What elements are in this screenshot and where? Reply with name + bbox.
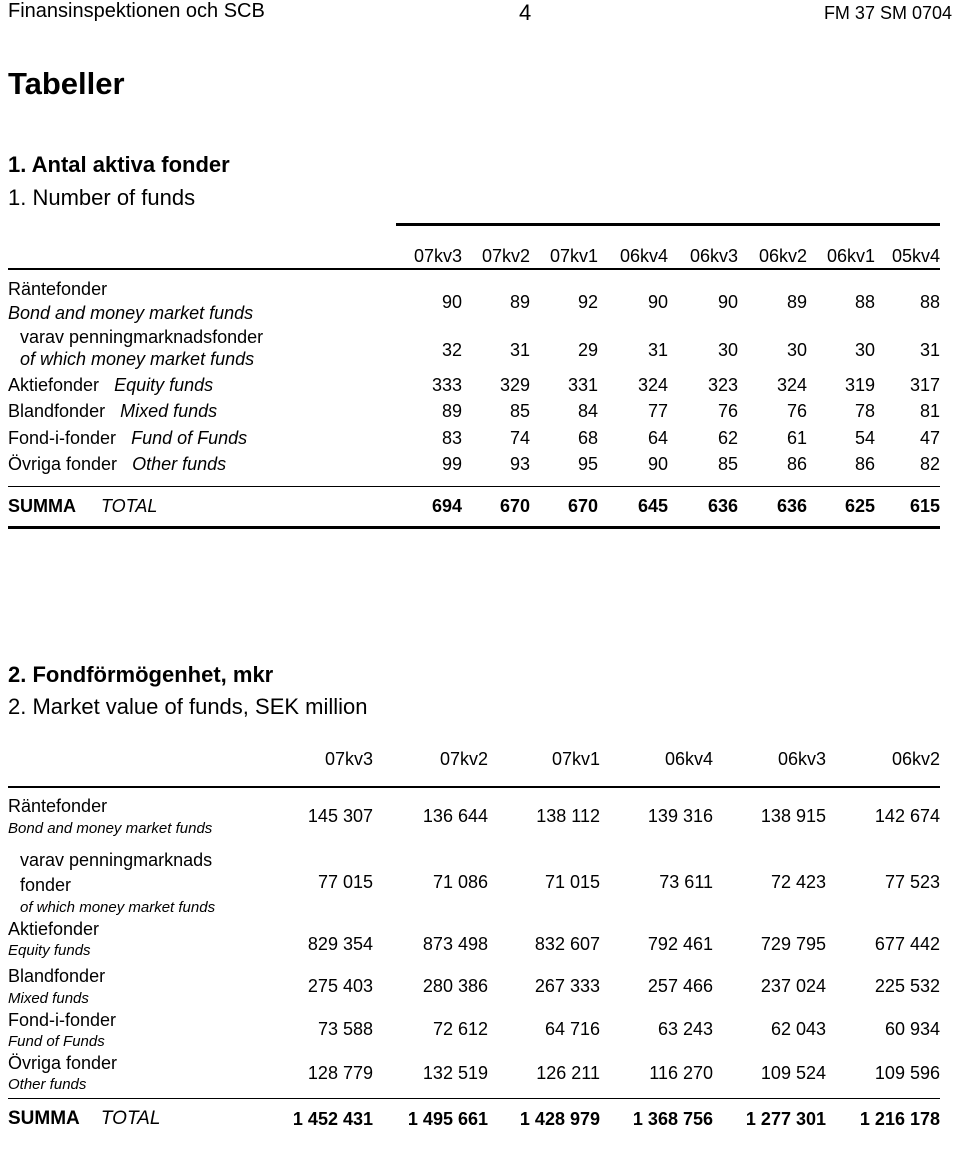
table1-bottom-rule	[8, 526, 940, 529]
cell: 138 112	[536, 806, 600, 826]
cell: 138 915	[760, 806, 826, 826]
row-label-sv: Blandfonder	[8, 401, 106, 421]
table2-col-header: 07kv2	[439, 749, 488, 769]
cell: 73 611	[659, 872, 713, 892]
cell: 73 588	[317, 1019, 373, 1039]
total-label-sv: SUMMA	[8, 496, 76, 516]
row-label-sv: Aktiefonder	[8, 375, 100, 395]
cell: 132 519	[422, 1063, 488, 1083]
cell: 76	[786, 401, 807, 421]
total-label-sv: SUMMA	[8, 1108, 80, 1129]
cell: 83	[441, 428, 462, 448]
cell: 792 461	[647, 934, 713, 954]
cell: 30	[717, 340, 738, 360]
cell: 323	[707, 375, 738, 395]
total-label	[8, 495, 157, 517]
cell: 85	[509, 401, 530, 421]
cell: 873 498	[422, 934, 488, 954]
table1-col-header: 07kv2	[481, 246, 530, 266]
table1-col-header: 06kv3	[689, 246, 738, 266]
table2-col-header: 07kv1	[551, 749, 600, 769]
cell: 329	[499, 375, 530, 395]
row-label-en: of which money market funds	[20, 899, 216, 916]
total-cell: 670	[567, 496, 598, 516]
cell: 95	[577, 454, 598, 474]
table1-col-header: 06kv2	[758, 246, 807, 266]
total-cell: 1 452 431	[292, 1109, 373, 1129]
page-number: 4	[519, 0, 532, 25]
row-label-sv: varav penningmarknads	[20, 850, 213, 870]
table2-col-header: 07kv3	[324, 749, 373, 769]
total-label-en: TOTAL	[101, 496, 158, 516]
total-cell: 625	[844, 496, 875, 516]
row-label-en: Equity funds	[8, 942, 91, 959]
cell: 257 466	[647, 976, 713, 996]
table1-title-en: 1. Number of funds	[8, 185, 196, 210]
cell: 77	[647, 401, 668, 421]
cell: 275 403	[307, 976, 373, 996]
cell: 829 354	[307, 934, 373, 954]
row-label-en: Bond and money market funds	[8, 303, 254, 323]
cell: 85	[717, 454, 738, 474]
row-label-sv: Fond-i-fonder	[8, 1010, 117, 1030]
cell: 90	[717, 292, 738, 312]
table2-header-rule	[8, 786, 940, 788]
cell: 86	[786, 454, 807, 474]
cell: 89	[509, 292, 530, 312]
total-cell: 694	[431, 496, 462, 516]
cell: 76	[717, 401, 738, 421]
header-org: Finansinspektionen och SCB	[8, 0, 265, 22]
cell: 109 596	[874, 1063, 940, 1083]
row-label-en: Mixed funds	[120, 401, 218, 421]
table1-header-rule	[8, 268, 940, 270]
row-label-sv: Fond-i-fonder	[8, 428, 117, 448]
table2-col-header: 06kv4	[664, 749, 713, 769]
row-label	[8, 427, 247, 449]
row-label-en: Fund of Funds	[8, 1033, 105, 1050]
row-label-en: Fund of Funds	[131, 428, 248, 448]
row-label	[8, 374, 213, 396]
total-cell: 1 428 979	[519, 1109, 600, 1129]
row-label-en: Mixed funds	[8, 990, 89, 1007]
cell: 72 612	[432, 1019, 488, 1039]
cell: 832 607	[534, 934, 600, 954]
cell: 71 015	[544, 872, 600, 892]
cell: 225 532	[874, 976, 940, 996]
total-cell: 645	[637, 496, 668, 516]
row-label-en: of which money market funds	[20, 349, 255, 369]
cell: 331	[567, 375, 598, 395]
cell: 31	[509, 340, 530, 360]
cell: 74	[509, 428, 530, 448]
cell: 61	[786, 428, 807, 448]
cell: 86	[854, 454, 875, 474]
table1-col-header: 06kv1	[826, 246, 875, 266]
cell: 317	[909, 375, 940, 395]
row-label-sv: Räntefonder	[8, 796, 108, 816]
table2-title-en: 2. Market value of funds, SEK million	[8, 694, 368, 719]
row-label-sv: varav penningmarknadsfonder	[20, 327, 264, 347]
cell: 89	[786, 292, 807, 312]
cell: 729 795	[760, 934, 826, 954]
cell: 136 644	[422, 806, 488, 826]
cell: 237 024	[760, 976, 826, 996]
total-cell: 1 277 301	[745, 1109, 826, 1129]
total-label-en: TOTAL	[100, 1108, 161, 1129]
cell: 109 524	[760, 1063, 826, 1083]
table2-total-rule	[8, 1098, 940, 1099]
total-cell: 636	[776, 496, 807, 516]
cell: 142 674	[874, 806, 940, 826]
total-cell: 615	[909, 496, 940, 516]
cell: 280 386	[422, 976, 488, 996]
header-doc-id: FM 37 SM 0704	[823, 3, 952, 23]
total-cell: 670	[499, 496, 530, 516]
cell: 88	[854, 292, 875, 312]
table1-col-header: 05kv4	[891, 246, 940, 266]
cell: 60 934	[884, 1019, 940, 1039]
cell: 47	[919, 428, 940, 448]
table1-total-rule	[8, 486, 940, 487]
cell: 64	[647, 428, 668, 448]
cell: 319	[844, 375, 875, 395]
cell: 99	[441, 454, 462, 474]
cell: 92	[577, 292, 598, 312]
cell: 139 316	[647, 806, 713, 826]
cell: 31	[919, 340, 940, 360]
cell: 89	[441, 401, 462, 421]
total-cell: 1 495 661	[407, 1109, 488, 1129]
cell: 333	[431, 375, 462, 395]
cell: 128 779	[307, 1063, 373, 1083]
table1-col-header: 07kv3	[413, 246, 462, 266]
row-label-sv: Räntefonder	[8, 279, 108, 299]
cell: 54	[854, 428, 875, 448]
table2-col-header: 06kv3	[777, 749, 826, 769]
cell: 145 307	[307, 806, 373, 826]
table1-top-rule	[396, 223, 940, 226]
cell: 88	[919, 292, 940, 312]
cell: 267 333	[534, 976, 600, 996]
row-label-sv: Aktiefonder	[8, 919, 100, 939]
cell: 677 442	[874, 934, 940, 954]
cell: 324	[776, 375, 807, 395]
cell: 64 716	[544, 1019, 600, 1039]
cell: 30	[786, 340, 807, 360]
cell: 84	[577, 401, 598, 421]
cell: 116 270	[649, 1063, 713, 1083]
total-cell: 1 368 756	[632, 1109, 713, 1129]
cell: 68	[577, 428, 598, 448]
total-cell: 1 216 178	[859, 1109, 940, 1129]
table1-col-header: 06kv4	[619, 246, 668, 266]
cell: 78	[854, 401, 875, 421]
cell: 77 015	[317, 872, 373, 892]
table1-col-header: 07kv1	[549, 246, 598, 266]
cell: 62	[717, 428, 738, 448]
cell: 32	[441, 340, 462, 360]
cell: 62 043	[770, 1019, 826, 1039]
row-label-sv: Blandfonder	[8, 966, 106, 986]
row-label-sv: Övriga fonder	[8, 1053, 118, 1073]
page-title: Tabeller	[8, 66, 125, 101]
total-cell: 636	[707, 496, 738, 516]
row-label	[8, 453, 226, 475]
cell: 126 211	[536, 1063, 600, 1083]
total-label	[8, 1108, 160, 1130]
table2-title-sv: 2. Fondförmögenhet, mkr	[8, 662, 274, 687]
table2-col-header: 06kv2	[891, 749, 940, 769]
row-label-en: Other funds	[8, 1076, 87, 1093]
cell: 72 423	[770, 872, 826, 892]
cell: 30	[854, 340, 875, 360]
row-label-sv-cont: fonder	[20, 875, 72, 895]
row-label	[8, 400, 217, 422]
cell: 90	[647, 292, 668, 312]
cell: 77 523	[884, 872, 940, 892]
cell: 90	[441, 292, 462, 312]
row-label-en: Other funds	[132, 454, 227, 474]
row-label-en: Equity funds	[114, 375, 214, 395]
cell: 29	[577, 340, 598, 360]
cell: 82	[919, 454, 940, 474]
cell: 31	[647, 340, 668, 360]
cell: 324	[637, 375, 668, 395]
row-label-sv: Övriga fonder	[8, 454, 118, 474]
cell: 93	[509, 454, 530, 474]
cell: 90	[647, 454, 668, 474]
row-label-en: Bond and money market funds	[8, 820, 213, 837]
table1-title-sv: 1. Antal aktiva fonder	[8, 152, 230, 177]
cell: 63 243	[657, 1019, 713, 1039]
cell: 81	[919, 401, 940, 421]
cell: 71 086	[432, 872, 488, 892]
